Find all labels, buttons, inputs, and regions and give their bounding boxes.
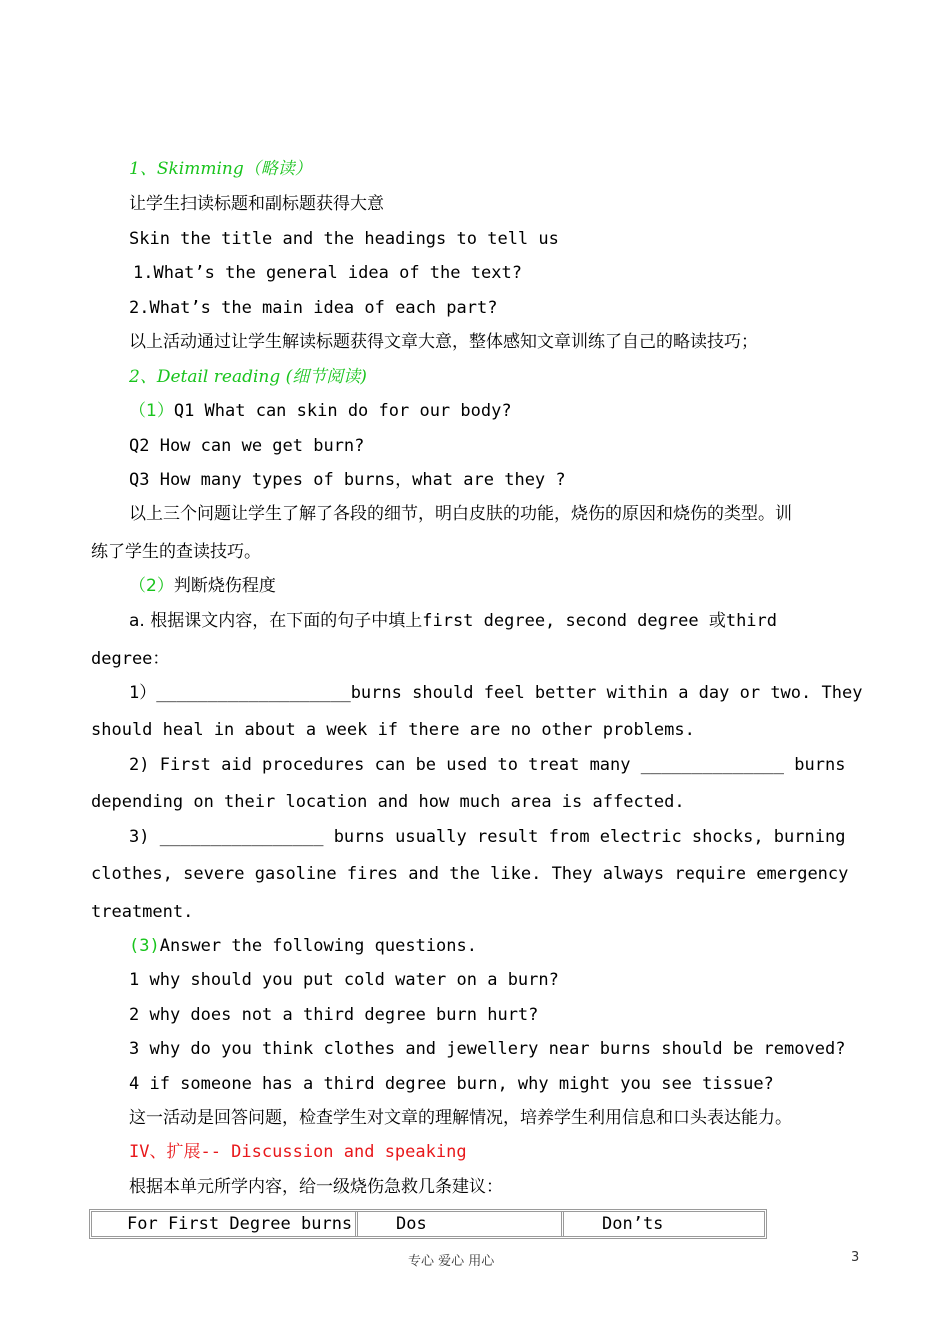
text-line: 练了学生的查读技巧。: [91, 542, 261, 562]
instruction-option-third: third: [725, 611, 778, 631]
text-line: depending on their location and how much area is affected.: [91, 792, 685, 812]
heading-extension: IV、扩展-- Discussion and speaking: [129, 1142, 467, 1162]
table-header-cell: Don’ts: [602, 1214, 664, 1234]
heading-skimming: 1、Skimming（略读）: [129, 159, 312, 179]
fill-blank-line: 1）___________________burns should feel better within a day or two. They: [129, 683, 863, 703]
instruction-line: [129, 610, 777, 632]
question-line: 2 why does not a third degree burn hurt?: [129, 1005, 539, 1025]
subheading-line: [129, 575, 276, 597]
footer-motto: 专心 爱心 用心: [408, 1254, 495, 1269]
first-aid-table: [89, 1209, 767, 1239]
text-line: 让学生扫读标题和副标题获得大意: [129, 194, 384, 214]
text-line: 以上三个问题让学生了解了各段的细节，明白皮肤的功能，烧伤的原因和烧伤的类型。训: [129, 504, 792, 524]
subheading-text: 判断烧伤程度: [173, 576, 276, 596]
text-line: 根据本单元所学内容，给一级烧伤急救几条建议：: [129, 1177, 503, 1197]
instruction-options: first degree, second degree: [422, 611, 699, 631]
page-number: 3: [851, 1250, 860, 1265]
fill-blank-line: 2) First aid procedures can be used to treat many ______________ burns: [129, 755, 846, 775]
question-line: 1.What’s the general idea of the text?: [133, 263, 522, 283]
question-line: 3 why do you think clothes and jewellery near burns should be removed?: [129, 1039, 846, 1059]
question-line: 1 why should you put cold water on a burn?: [129, 970, 559, 990]
table-header-cell: Dos: [358, 1212, 564, 1236]
text-line: degree：: [91, 649, 170, 669]
text-line: should heal in about a week if there are no other problems.: [91, 720, 695, 740]
question-line: Q3 How many types of burns，what are they ?: [129, 470, 566, 490]
text-line: 这一活动是回答问题，检查学生对文章的理解情况，培养学生利用信息和口头表达能力。: [129, 1108, 792, 1128]
subheading-line: [129, 935, 477, 957]
text-line: 以上活动通过让学生解读标题获得文章大意，整体感知文章训练了自己的略读技巧；: [129, 332, 758, 352]
item-number: （1）: [129, 401, 174, 421]
fill-blank-line: 3) ________________ burns usually result from electric shocks, burning: [129, 827, 846, 847]
question-line: 4 if someone has a third degree burn, why might you see tissue?: [129, 1074, 774, 1094]
heading-detail-reading: 2、Detail reading (细节阅读): [129, 367, 367, 387]
item-number: （2）: [129, 576, 174, 596]
instruction-or: 或: [708, 611, 726, 631]
instruction-text: a. 根据课文内容，在下面的句子中填上: [129, 611, 423, 631]
question-line: [129, 400, 512, 422]
text-line: clothes, severe gasoline fires and the like. They always require emergency: [91, 864, 849, 884]
question-line: Q2 How can we get burn?: [129, 436, 365, 456]
subheading-text: Answer the following questions.: [159, 936, 477, 956]
text-line: treatment.: [91, 902, 194, 922]
table-header-cell: For First Degree burns: [92, 1212, 358, 1236]
text-line: Skin the title and the headings to tell us: [129, 229, 559, 249]
question-text: Q1 What can skin do for our body?: [173, 401, 512, 421]
item-number: (3): [129, 936, 160, 956]
question-line: 2.What’s the main idea of each part?: [129, 298, 498, 318]
